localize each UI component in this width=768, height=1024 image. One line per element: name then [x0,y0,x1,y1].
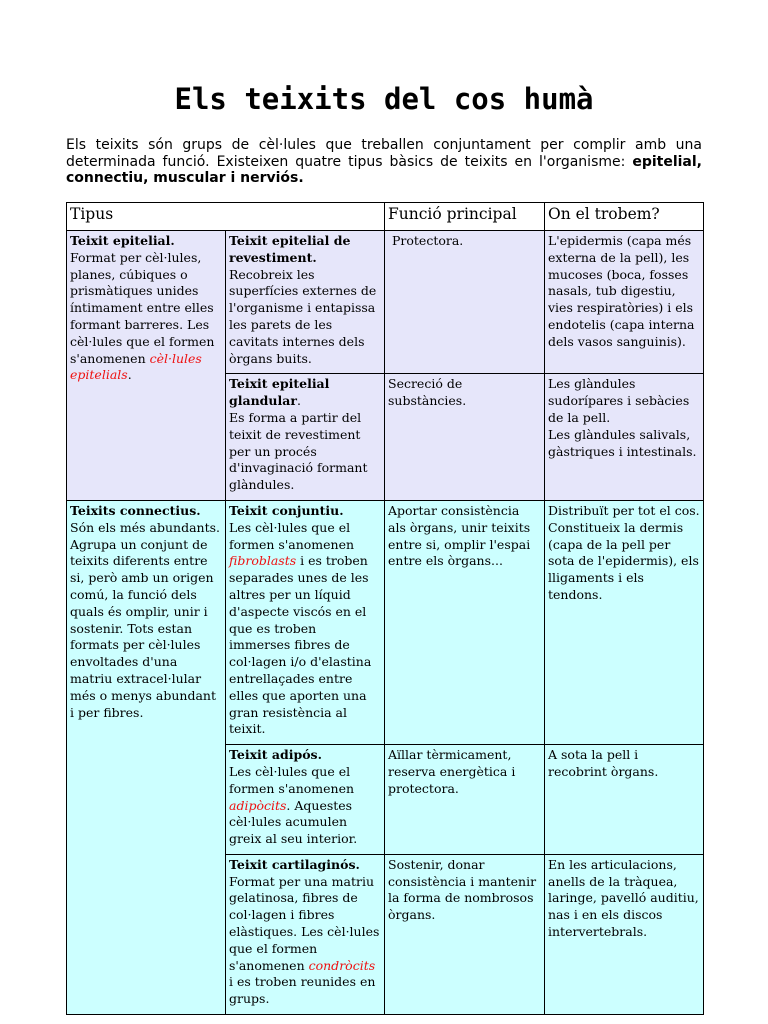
table-row [67,231,704,374]
cell-connectiu: Teixits connectius. Són els més abundants. Agrupa un conjunt de teixits diferents entre si, però amb un origen comú, la funció dels quals és omplir, unir i sostenir. Tots estan formats per cèl·lules envoltades d'una matriu extracel·lular més o menys abundant i per fibres. [67,500,226,1014]
cell-funcio: Aïllar tèrmicament, reserva energètica i protectora. [385,745,545,855]
cell-funcio: Secreció de substàncies. [385,374,545,501]
cell-on: En les articulacions, anells de la tràquea, laringe, pavelló auditiu, nas i en els discos intervertebrals. [545,854,704,1014]
term-adipocits: adipòcits [229,797,287,813]
cell-funcio: Aportar consistència als òrgans, unir teixits entre si, omplir l'espai entre els òrgans... [385,500,545,744]
intro-paragraph [66,137,702,187]
table-header-row [67,203,704,231]
intro-tissue-types: epitelial, connectiu, muscular i nerviós. [66,153,702,186]
term-celules-epitelials: cèl·lules epitelials [70,350,202,383]
header-on: On el trobem? [545,203,704,231]
cell-cartilaginos: Teixit cartilaginós. Format per una matriu gelatinosa, fibres de col·lagen i fibres elàstiques. Les cèl·lules que el formen s'anomenen condròcits i es troben reunides en grups. [226,854,385,1014]
table-row [67,500,704,744]
cell-on: Les glàndules sudorípares i sebàcies de la pell. Les glàndules salivals, gàstriques i intestinals. [545,374,704,501]
cell-conjuntiu: Teixit conjuntiu. Les cèl·lules que el formen s'anomenen fibroblasts i es troben separades unes de les altres per un líquid d'aspecte viscós en el que es troben immerses fibres de col·lagen i/o d'elastina entrellaçades entre elles que aporten una gran resistència al teixit. [226,500,385,744]
header-funcio: Funció principal [385,203,545,231]
cell-epitelial-revestiment: Teixit epitelial de revestiment. Recobreix les superfícies externes de l'organisme i entapissa les parets de les cavitats internes dels òrgans buits. [226,231,385,374]
intro-text: Els teixits són grups de cèl·lules que treballen conjuntament per complir amb una determinada funció. Existeixen quatre tipus bàsics de teixits en l'organisme: [66,137,702,170]
header-tipus: Tipus [67,203,385,231]
term-condrocits: condròcits [308,957,376,973]
cell-on: L'epidermis (capa més externa de la pell), les mucoses (boca, fosses nasals, tub digestiu, vies respiratòries) i els endotelis (capa interna dels vasos sanguinis). [545,231,704,374]
term-fibroblasts: fibroblasts [229,553,297,569]
cell-on: A sota la pell i recobrint òrgans. [545,745,704,855]
cell-adipos: Teixit adipós. Les cèl·lules que el formen s'anomenen adipòcits. Aquestes cèl·lules acumulen greix al seu interior. [226,745,385,855]
cell-funcio: Sostenir, donar consistència i mantenir la forma de nombrosos òrgans. [385,854,545,1014]
tissues-table [66,202,704,1015]
cell-on: Distribuït per tot el cos. Constitueix la dermis (capa de la pell per sota de l'epidermis), els lligaments i els tendons. [545,500,704,744]
page-title: Els teixits del cos humà [174,82,594,116]
cell-epitelial: Teixit epitelial. Format per cèl·lules, planes, cúbiques o prismàtiques unides íntimament entre elles formant barreres. Les cèl·lules que el formen s'anomenen cèl·lules epitelials. [67,231,226,501]
cell-epitelial-glandular: Teixit epitelial glandular. Es forma a partir del teixit de revestiment per un procés d'invaginació formant glàndules. [226,374,385,501]
cell-funcio: Protectora. [385,231,545,374]
